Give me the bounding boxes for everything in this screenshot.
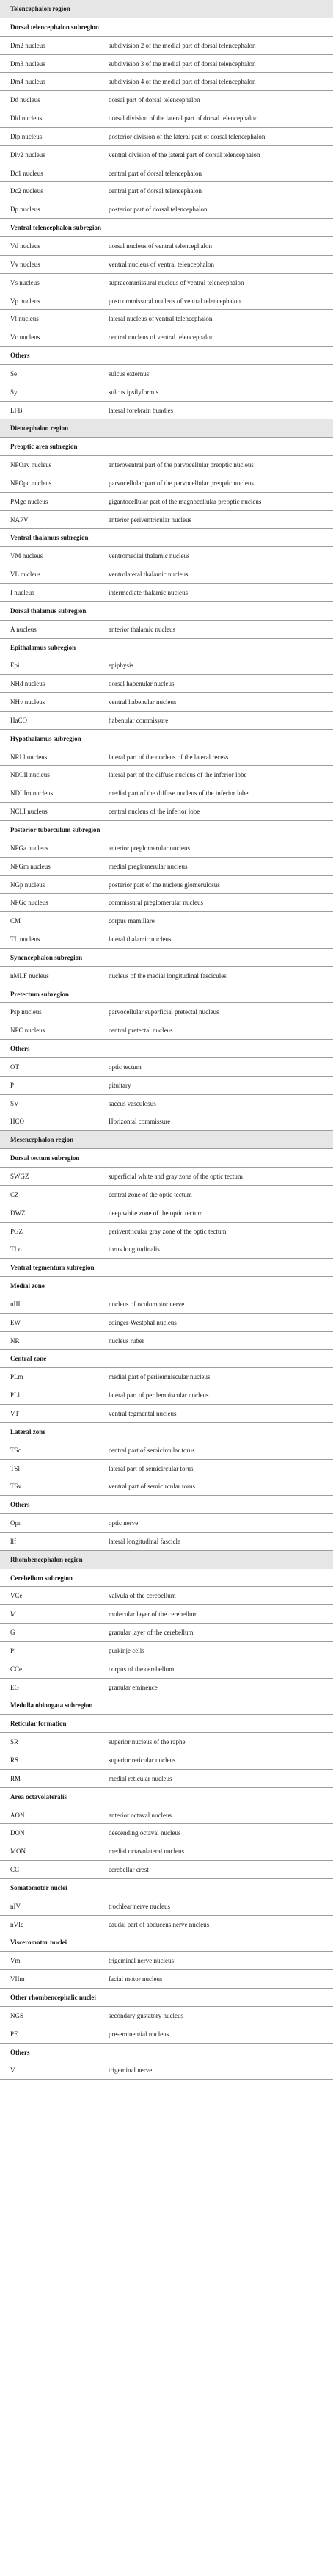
description-cell: dorsal habenular nucleus (109, 680, 175, 688)
abbreviation-cell: NGp nucleus (10, 880, 45, 889)
description-cell: gigantocellular part of the magnocellular preoptic nucleus (109, 497, 262, 505)
description-cell: nucleus ruber (109, 1336, 144, 1345)
abbreviation-cell: OT (10, 1063, 19, 1071)
table-row (0, 456, 333, 474)
group-heading: Reticular formation (0, 1715, 333, 1733)
table-row (0, 1642, 333, 1660)
description-cell: lateral part of perilemniscular nucleus (109, 1392, 209, 1400)
abbreviation-cell: NGS (10, 2011, 24, 2019)
abbreviation-cell: NR (10, 1336, 20, 1345)
abbreviation-cell: AON (10, 1811, 25, 1819)
description-cell: trigeminal nerve (109, 2066, 153, 2074)
subregion-heading: Dorsal tectum subregion (0, 1149, 333, 1168)
table-row (0, 1824, 333, 1842)
description-cell: ventral habenular nucleus (109, 698, 177, 706)
group-heading: Others (0, 1496, 333, 1514)
group-heading: Central zone (0, 1350, 333, 1368)
abbreviation-cell: nIV (10, 1902, 21, 1910)
description-cell: medial preglomerular nucleus (109, 862, 188, 870)
abbreviation-cell: nMLF nucleus (10, 972, 49, 980)
abbreviation-cell: PLl (10, 1392, 21, 1400)
table-row (0, 1386, 333, 1405)
abbreviation-cell: TSv (10, 1483, 22, 1491)
table-row (0, 402, 333, 420)
table-row (0, 1405, 333, 1423)
description-cell: deep white zone of the optic tectum (109, 1209, 203, 1217)
abbreviation-cell: Vm (10, 1957, 21, 1965)
abbreviation-cell: MON (10, 1848, 26, 1856)
abbreviation-cell: M (10, 1610, 17, 1618)
abbreviation-cell: CCe (10, 1665, 23, 1673)
table-row (0, 493, 333, 511)
subregion-heading: Dorsal telencephalon subregion (0, 18, 333, 37)
abbreviation-cell: NPC nucleus (10, 1027, 45, 1035)
description-cell: corpus of the cerebellum (109, 1665, 175, 1673)
abbreviation-cell: NCLI nucleus (10, 808, 48, 816)
table-row (0, 1952, 333, 1970)
table-row (0, 256, 333, 274)
description-cell: central part of dorsal telencephalon (109, 187, 202, 195)
subregion-heading: Posterior tuberculum subregion (0, 821, 333, 839)
description-cell: medial part of the diffuse nucleus of the inferior lobe (109, 789, 249, 797)
table-row (0, 200, 333, 219)
abbreviation-cell: Opn (10, 1519, 22, 1527)
table-row (0, 1460, 333, 1478)
description-cell: medial part of perilemniscular nucleus (109, 1373, 211, 1381)
table-row (0, 365, 333, 383)
abbreviation-cell: Psp nucleus (10, 1008, 42, 1016)
abbreviation-cell: NPOpc nucleus (10, 479, 52, 487)
abbreviation-cell: NDLIm nucleus (10, 789, 54, 797)
group-heading: Others (0, 2044, 333, 2062)
description-cell: valvula of the cerebellum (109, 1592, 176, 1600)
table-row (0, 1240, 333, 1259)
description-cell: granular layer of the cerebellum (109, 1629, 194, 1637)
description-cell: saccus vasculosus (109, 1099, 156, 1107)
abbreviation-cell: Vl nucleus (10, 315, 39, 323)
abbreviation-cell: PE (10, 2030, 18, 2038)
table-row (0, 712, 333, 730)
group-heading: Visceromotor nuclei (0, 1933, 333, 1952)
description-cell: central part of dorsal telencephalon (109, 169, 202, 177)
abbreviation-cell: Dld nucleus (10, 115, 43, 123)
group-heading: Somatomotor nuclei (0, 1879, 333, 1897)
abbreviation-cell: A nucleus (10, 625, 37, 633)
description-cell: anterior periventricular nucleus (109, 515, 191, 524)
abbreviation-cell: Dd nucleus (10, 96, 40, 104)
abbreviation-cell: Vv nucleus (10, 260, 40, 268)
table-row (0, 876, 333, 894)
abbreviation-cell: TLo (10, 1245, 22, 1253)
abbreviation-cell: NPGc nucleus (10, 899, 48, 907)
description-cell: lateral part of semicircular torus (109, 1464, 194, 1472)
abbreviation-cell: RM (10, 1774, 21, 1782)
description-cell: nucleus of the medial longitudinal fascicules (109, 972, 227, 980)
region-heading: Telencephalon region (0, 0, 333, 18)
description-cell: facial motor nucleus (109, 1975, 163, 1983)
abbreviation-cell: CC (10, 1866, 20, 1874)
subregion-heading: Ventral telencephalon subregion (0, 219, 333, 237)
table-row (0, 55, 333, 73)
description-cell: central nucleus of the inferior lobe (109, 808, 200, 816)
table-row (0, 1168, 333, 1186)
description-cell: anterior preglomerular nucleus (109, 844, 190, 852)
subregion-heading: Synencephalon subregion (0, 949, 333, 967)
description-cell: ventromedial thalamic nucleus (109, 552, 190, 560)
table-row (0, 1095, 333, 1113)
description-cell: habenular commissure (109, 716, 169, 724)
abbreviation-cell: Vs nucleus (10, 278, 40, 286)
description-cell: lateral part of the nucleus of the lateral recess (109, 753, 229, 761)
table-row (0, 2025, 333, 2044)
abbreviation-cell: TSc (10, 1446, 21, 1454)
subregion-heading: Pretectum subregion (0, 985, 333, 1004)
table-row (0, 565, 333, 584)
description-cell: supracommissural nucleus of ventral telencephalon (109, 278, 244, 286)
subregion-heading: Preoptic area subregion (0, 438, 333, 456)
table-row (0, 1679, 333, 1697)
description-cell: ventral nucleus of ventral telencephalon (109, 260, 214, 268)
abbreviation-cell: Dp nucleus (10, 206, 40, 214)
description-cell: superficial white and gray zone of the optic tectum (109, 1173, 243, 1180)
table-row (0, 675, 333, 693)
table-row (0, 1332, 333, 1350)
abbreviation-cell: Dm4 nucleus (10, 78, 45, 86)
table-row (0, 2007, 333, 2025)
table-row (0, 164, 333, 183)
region-heading: Mesencephalon region (0, 1131, 333, 1149)
subregion-heading: Cerebellum subregion (0, 1569, 333, 1588)
table-row (0, 383, 333, 402)
description-cell: sulcus ipsilyformis (109, 388, 159, 396)
description-cell: descending octaval nucleus (109, 1829, 181, 1837)
description-cell: dorsal division of the lateral part of dorsal telencephalon (109, 115, 258, 123)
table-row (0, 748, 333, 767)
group-heading: Others (0, 347, 333, 365)
table-row (0, 1533, 333, 1551)
table-row (0, 1861, 333, 1879)
description-cell: lateral thalamic nucleus (109, 936, 172, 944)
abbreviation-cell: VM nucleus (10, 552, 43, 560)
table-row (0, 1477, 333, 1496)
description-cell: secondary gustatory nucleus (109, 2011, 183, 2019)
table-row (0, 1003, 333, 1021)
description-cell: ventral part of semicircular torus (109, 1483, 195, 1491)
abbreviation-cell: llf (10, 1537, 16, 1545)
abbreviation-cell: Dm3 nucleus (10, 59, 45, 68)
description-cell: edinger-Westphal nucleus (109, 1318, 177, 1326)
description-cell: trochlear nerve nucleus (109, 1902, 170, 1910)
subregion-heading: Dorsal thalamus subregion (0, 602, 333, 621)
abbreviation-cell: VT (10, 1409, 19, 1417)
abbreviation-cell: Vp nucleus (10, 297, 40, 305)
table-row (0, 237, 333, 256)
description-cell: subdivision 4 of the medial part of dorsal telencephalon (109, 78, 256, 86)
table-row (0, 1806, 333, 1825)
description-cell: caudal part of abducens nerve nucleus (109, 1920, 210, 1928)
description-cell: dorsal part of dorsal telencephalon (109, 96, 200, 104)
description-cell: central nucleus of ventral telencephalon (109, 333, 214, 341)
subregion-heading: Ventral tegmentum subregion (0, 1259, 333, 1277)
abbreviation-cell: HaCO (10, 716, 27, 724)
abbreviation-cell: Se (10, 369, 17, 377)
table-row (0, 109, 333, 128)
table-row (0, 1314, 333, 1332)
subregion-heading: Medulla oblongata subregion (0, 1696, 333, 1715)
group-heading: Area octavolateralis (0, 1788, 333, 1806)
abbreviation-cell: TSl (10, 1464, 21, 1472)
description-cell: posterior part of the nucleus glomerulosus (109, 880, 220, 889)
table-row (0, 1021, 333, 1040)
description-cell: granular eminence (109, 1683, 158, 1691)
table-row (0, 474, 333, 493)
table-row (0, 1058, 333, 1077)
abbreviation-cell: TL nucleus (10, 936, 40, 944)
table-row (0, 1186, 333, 1204)
description-cell: torus longitudinalis (109, 1245, 160, 1253)
abbreviation-cell: Sy (10, 388, 18, 396)
abbreviation-cell: DWZ (10, 1209, 26, 1217)
table-row (0, 182, 333, 200)
description-cell: central part of semicircular torus (109, 1446, 195, 1454)
table-row (0, 511, 333, 529)
table-row (0, 1897, 333, 1916)
abbreviation-cell: PLm (10, 1373, 23, 1381)
description-cell: intermediate thalamic nucleus (109, 589, 188, 596)
table-row (0, 1916, 333, 1934)
description-cell: ventral division of the lateral part of dorsal telencephalon (109, 151, 260, 159)
abbreviation-cell: V (10, 2066, 15, 2074)
subregion-heading: Hypothalamus subregion (0, 730, 333, 748)
description-cell: posterior division of the lateral part of dorsal telencephalon (109, 132, 266, 140)
table-row (0, 1295, 333, 1314)
group-heading: Other rhombencephalic nuclei (0, 1989, 333, 2007)
abbreviation-cell: NPGm nucleus (10, 862, 51, 870)
description-cell: ventrolateral thalamic nucleus (109, 571, 189, 579)
table-row (0, 2061, 333, 2080)
region-heading: Rhombencephalon region (0, 1551, 333, 1569)
abbreviation-cell: Pj (10, 1646, 16, 1654)
table-row (0, 1112, 333, 1131)
table-row (0, 784, 333, 803)
abbreviation-cell: Epi (10, 662, 20, 670)
abbreviation-cell: LFB (10, 406, 23, 414)
description-cell: sulcus externus (109, 369, 150, 377)
table-row (0, 766, 333, 784)
table-row (0, 858, 333, 876)
abbreviation-cell: NPGa nucleus (10, 844, 48, 852)
description-cell: lateral part of the diffuse nucleus of the inferior lobe (109, 771, 247, 779)
description-cell: subdivision 2 of the medial part of dorsal telencephalon (109, 41, 256, 49)
table-row (0, 328, 333, 347)
abbreviation-cell: CZ (10, 1190, 19, 1198)
abbreviation-cell: EG (10, 1683, 19, 1691)
table-row (0, 91, 333, 109)
description-cell: dorsal nucleus of ventral telencephalon (109, 242, 212, 250)
table-row (0, 1204, 333, 1223)
group-heading: Medial zone (0, 1277, 333, 1295)
table-row (0, 894, 333, 912)
abbreviation-cell: NDLIl nucleus (10, 771, 50, 779)
table-row (0, 547, 333, 565)
table-row (0, 128, 333, 146)
abbreviation-cell: NPOav nucleus (10, 461, 52, 469)
abbreviation-cell: Dlp nucleus (10, 132, 43, 140)
subregion-heading: Epithalamus subregion (0, 639, 333, 657)
table-row (0, 1514, 333, 1533)
table-row (0, 1733, 333, 1751)
table-row (0, 146, 333, 164)
abbreviation-cell: nVIc (10, 1920, 23, 1928)
table-row (0, 292, 333, 311)
table-row (0, 839, 333, 858)
description-cell: lateral nucleus of ventral telencephalon (109, 315, 213, 323)
abbreviation-cell: Dc1 nucleus (10, 169, 43, 177)
abbreviation-cell: NAPV (10, 515, 29, 524)
table-row (0, 584, 333, 602)
abbreviation-cell: HCO (10, 1118, 25, 1126)
description-cell: lateral forebrain bundles (109, 406, 173, 414)
group-heading: Lateral zone (0, 1423, 333, 1441)
description-cell: pituitary (109, 1081, 131, 1089)
table-row (0, 1660, 333, 1679)
abbreviation-cell: Vd nucleus (10, 242, 40, 250)
abbreviation-cell: NHv nucleus (10, 698, 45, 706)
description-cell: corpus mamillare (109, 917, 155, 925)
description-cell: trigeminal nerve nucleus (109, 1957, 174, 1965)
abbreviation-cell: CM (10, 917, 21, 925)
region-heading: Diencephalon region (0, 419, 333, 438)
table-row (0, 621, 333, 639)
abbreviation-cell: VIIm (10, 1975, 25, 1983)
abbreviation-cell: Dc2 nucleus (10, 187, 43, 195)
table-row (0, 1077, 333, 1095)
abbreviation-cell: Dm2 nucleus (10, 41, 45, 49)
table-row (0, 1751, 333, 1770)
description-cell: subdivision 3 of the medial part of dorsal telencephalon (109, 59, 256, 68)
abbreviation-cell: I nucleus (10, 589, 34, 596)
description-cell: anterior thalamic nucleus (109, 625, 175, 633)
description-cell: posterior part of dorsal telencephalon (109, 206, 208, 214)
table-row (0, 1587, 333, 1605)
description-cell: epiphysis (109, 662, 134, 670)
description-cell: parvocellular superficial pretectal nucleus (109, 1008, 219, 1016)
description-cell: molecular layer of the cerebellum (109, 1610, 198, 1618)
abbreviation-cell: DON (10, 1829, 25, 1837)
description-cell: medial octavolateral nucleus (109, 1848, 184, 1856)
abbreviation-cell: nIII (10, 1300, 21, 1308)
description-cell: purkinje cells (109, 1646, 144, 1654)
description-cell: ventral tegmental nucleus (109, 1409, 177, 1417)
table-row (0, 693, 333, 712)
table-row (0, 1624, 333, 1642)
description-cell: pre-eminential nucleus (109, 2030, 169, 2038)
table-row (0, 310, 333, 328)
table-row (0, 37, 333, 55)
table-row (0, 1970, 333, 1989)
abbreviation-cell: PMgc nucleus (10, 497, 48, 505)
description-cell: superior reticular nucleus (109, 1756, 176, 1764)
table-row (0, 1770, 333, 1788)
description-cell: lateral longitudinal fascicle (109, 1537, 180, 1545)
description-cell: central pretectal nucleus (109, 1027, 173, 1035)
description-cell: nucleus of oculomotor nerve (109, 1300, 185, 1308)
abbreviation-cell: NRLl nucleus (10, 753, 48, 761)
description-cell: superior nucleus of the raphe (109, 1738, 186, 1746)
abbreviation-cell: PGZ (10, 1227, 23, 1235)
abbreviation-cell: EW (10, 1318, 21, 1326)
table-row (0, 967, 333, 985)
abbreviation-cell: SR (10, 1738, 19, 1746)
description-cell: Horizontal commissure (109, 1118, 171, 1126)
abbreviation-cell: Dlv2 nucleus (10, 151, 45, 159)
table-row (0, 803, 333, 821)
abbreviation-cell: NHd nucleus (10, 680, 45, 688)
table-row (0, 912, 333, 930)
abbreviation-cell: Vc nucleus (10, 333, 40, 341)
table-row (0, 274, 333, 292)
description-cell: cerebellar crest (109, 1866, 149, 1874)
abbreviation-cell: P (10, 1081, 15, 1089)
table-row (0, 1223, 333, 1241)
description-cell: central zone of the optic tectum (109, 1190, 192, 1198)
table-row (0, 73, 333, 91)
table-row (0, 1441, 333, 1460)
description-cell: anterior octaval nucleus (109, 1811, 172, 1819)
description-cell: parvocellular part of the parvocellular preoptic nucleus (109, 479, 254, 487)
table-row (0, 1842, 333, 1861)
table-row (0, 1605, 333, 1624)
description-cell: optic tectum (109, 1063, 142, 1071)
description-cell: optic nerve (109, 1519, 139, 1527)
abbreviation-cell: SWGZ (10, 1173, 29, 1180)
abbreviation-cell: SV (10, 1099, 19, 1107)
subregion-heading: Ventral thalamus subregion (0, 529, 333, 547)
description-cell: medial reticular nucleus (109, 1774, 172, 1782)
abbreviation-cell: RS (10, 1756, 19, 1764)
description-cell: postcommissural nucleus of ventral telencephalon (109, 297, 241, 305)
group-heading: Others (0, 1040, 333, 1058)
abbreviation-cell: VCe (10, 1592, 23, 1600)
abbreviation-cell: G (10, 1629, 15, 1637)
description-cell: periventricular gray zone of the optic tectum (109, 1227, 227, 1235)
table-row (0, 1368, 333, 1386)
description-cell: commissural preglomerular nucleus (109, 899, 203, 907)
abbreviation-cell: VL nucleus (10, 571, 41, 579)
table-row (0, 930, 333, 949)
table-row (0, 656, 333, 675)
description-cell: anteroventral part of the parvocellular preoptic nucleus (109, 461, 254, 469)
